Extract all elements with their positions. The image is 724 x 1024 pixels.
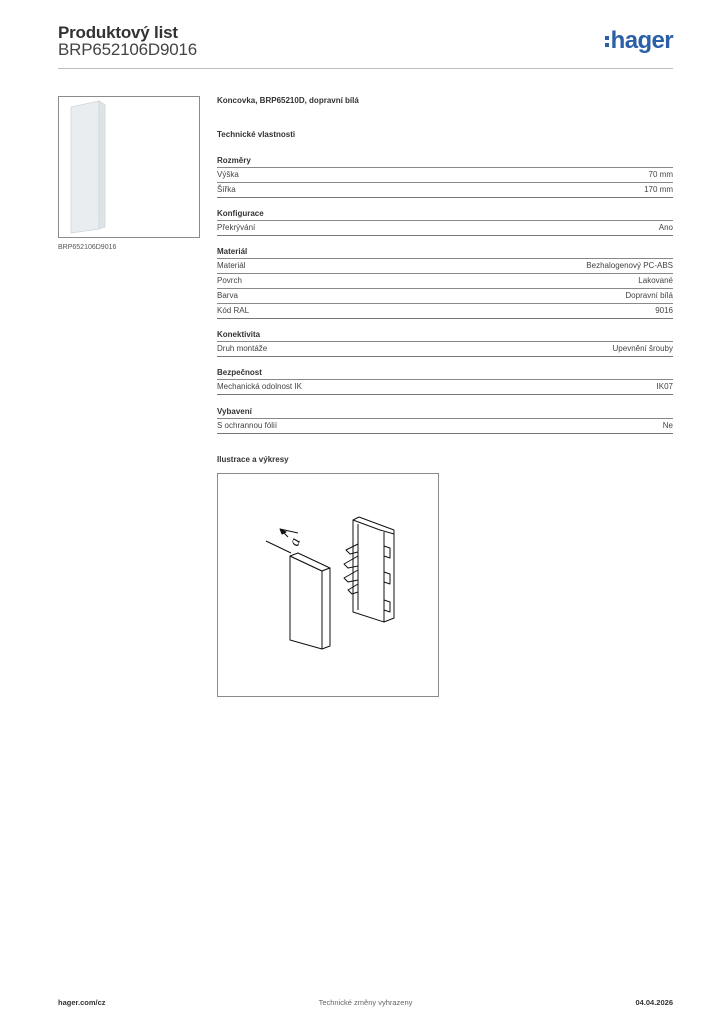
property-value: Ne [662,421,673,430]
property-value: 70 mm [648,170,673,179]
property-row [217,259,673,274]
group-dimensions [217,156,673,198]
property-label: S ochrannou fólií [217,421,278,430]
property-value: Upevnění šrouby [612,344,673,353]
property-row [217,221,673,236]
group-title: Rozměry [217,156,673,168]
product-details [217,96,673,464]
group-title: Materiál [217,247,673,259]
property-value: 170 mm [644,185,673,194]
property-label: Druh montáže [217,344,268,353]
property-label: Překrývání [217,223,256,232]
technical-properties-heading: Technické vlastnosti [217,130,296,139]
group-connectivity [217,330,673,357]
property-value: Bezhalogenový PC-ABS [586,261,673,270]
property-row [217,274,673,289]
property-row [217,419,673,434]
group-material [217,247,673,319]
end-cap-drawing-icon [218,474,438,696]
group-title: Konektivita [217,330,673,342]
hager-logo [605,28,673,54]
dimension-label: a [286,535,305,549]
group-equipment [217,407,673,434]
property-row [217,380,673,395]
property-label: Výška [217,170,239,179]
property-label: Kód RAL [217,306,250,315]
group-title: Bezpečnost [217,368,673,380]
property-value: Lakované [638,276,673,285]
property-value: IK07 [656,382,673,391]
technical-drawing [217,473,439,697]
logo-text: hager [610,27,673,54]
footer-date: 04.04.2026 [635,998,673,1007]
property-label: Materiál [217,261,246,270]
property-label: Mechanická odolnost IK [217,382,302,391]
website-link[interactable]: hager.com/cz [58,998,106,1007]
document-title: Produktový list [58,23,178,42]
footer-note: Technické změny vyhrazeny [318,998,413,1007]
group-title: Vybavení [217,407,673,419]
property-row [217,304,673,319]
product-code: BRP652106D9016 [58,40,197,59]
logo-dots-icon [605,36,609,47]
property-label: Barva [217,291,238,300]
group-safety [217,368,673,395]
illustrations-heading: Ilustrace a výkresy [217,455,289,464]
property-row [217,342,673,357]
product-image-caption: BRP652106D9016 [58,244,117,251]
property-label: Šířka [217,185,236,194]
group-title: Konfigurace [217,209,673,221]
property-label: Povrch [217,276,242,285]
product-image [58,96,200,238]
property-row [217,183,673,198]
end-cap-photo-icon [59,97,199,237]
property-row [217,168,673,183]
property-value: Dopravní bílá [625,291,673,300]
page-header [58,22,673,69]
property-value: Ano [658,223,673,232]
property-row [217,289,673,304]
product-name: Koncovka, BRP65210D, dopravní bílá [217,96,359,105]
property-value: 9016 [655,306,673,315]
group-configuration [217,209,673,236]
